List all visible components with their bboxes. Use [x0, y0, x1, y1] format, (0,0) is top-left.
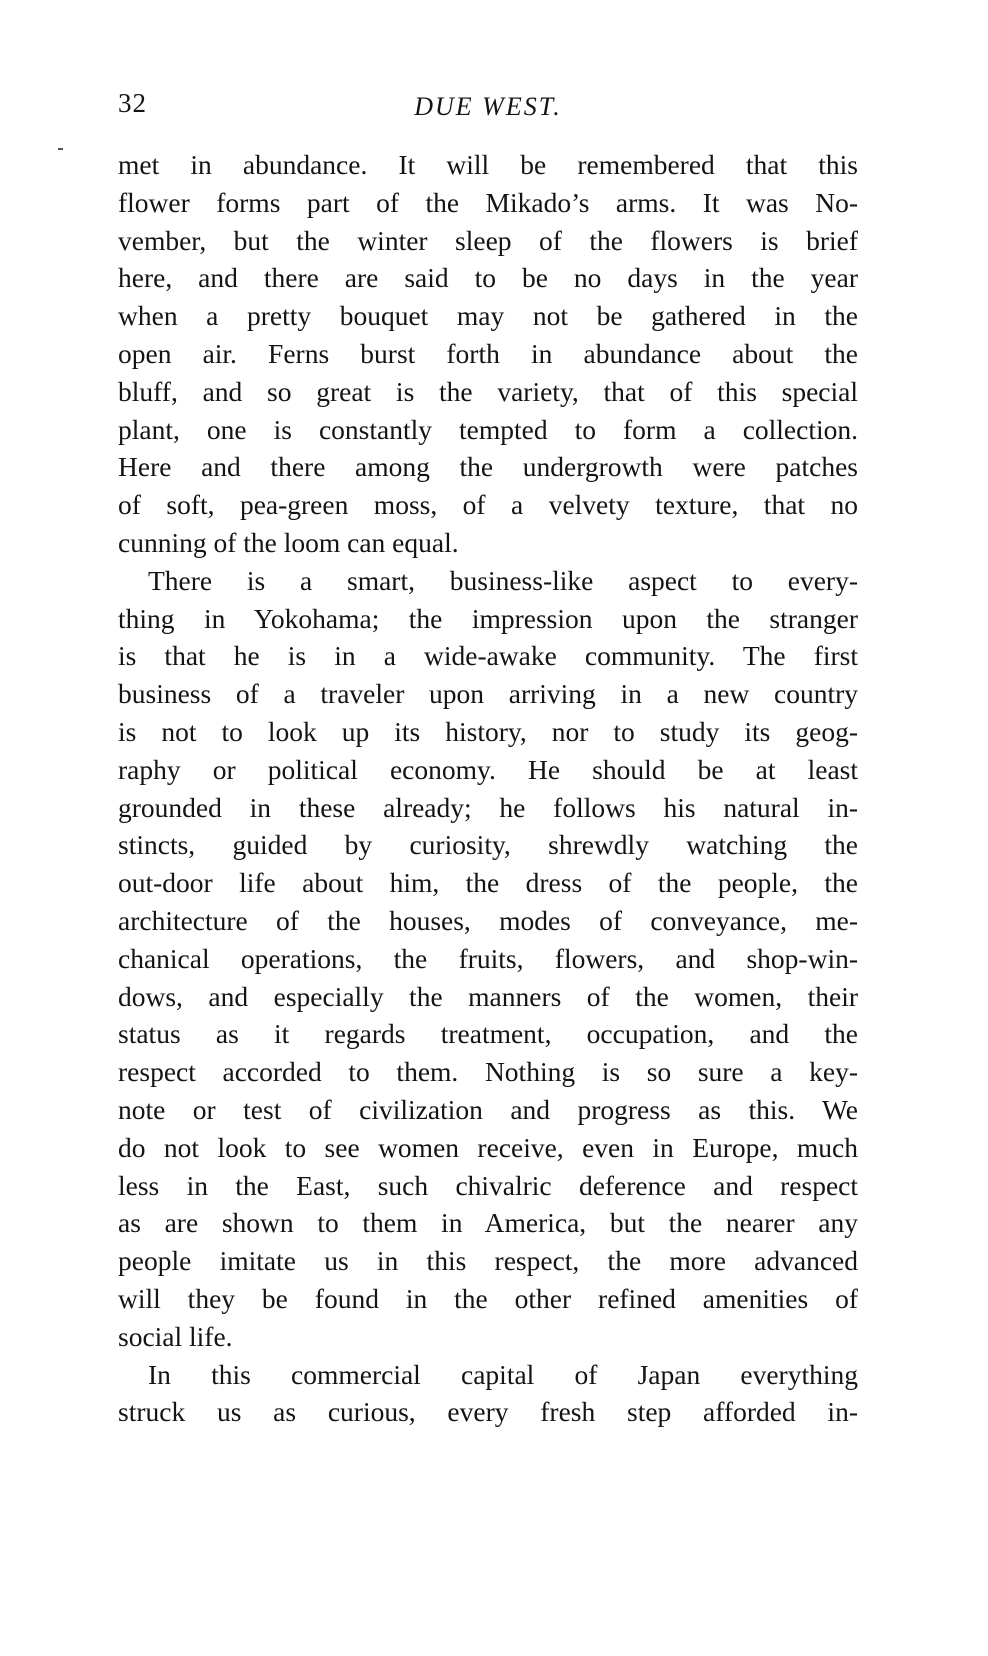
text-line: vember, but the winter sleep of the flowers is brief: [118, 224, 858, 256]
text-line: bluff, and so great is the variety, that of this special: [118, 375, 858, 407]
paragraph: [118, 146, 858, 562]
text-line: less in the East, such chivalric deference and respect: [118, 1169, 858, 1201]
text-line: is that he is in a wide-awake community. The first: [118, 640, 858, 672]
text-line: when a pretty bouquet may not be gathered in the: [118, 300, 858, 332]
body-text: [118, 146, 858, 1431]
text-line: do not look to see women receive, even in Europe, much: [118, 1131, 858, 1163]
margin-mark: [58, 148, 63, 150]
text-line: chanical operations, the fruits, flowers, and shop-win-: [118, 942, 858, 974]
text-line: plant, one is constantly tempted to form a collection.: [118, 413, 858, 445]
text-line: There is a smart, business-like aspect to every-: [148, 564, 858, 596]
text-line: out-door life about him, the dress of the people, the: [118, 867, 858, 899]
text-line: as are shown to them in America, but the nearer any: [118, 1207, 858, 1239]
text-line: dows, and especially the manners of the women, their: [118, 980, 858, 1012]
page-number: 32: [118, 88, 147, 118]
page-header: [118, 88, 858, 128]
text-line: thing in Yokohama; the impression upon the stranger: [118, 602, 858, 634]
text-line: people imitate us in this respect, the more advanced: [118, 1245, 858, 1277]
text-line: In this commercial capital of Japan everything: [148, 1358, 858, 1390]
paragraph: [118, 562, 858, 1356]
running-title: DUE WEST.: [414, 92, 562, 121]
text-line: status as it regards treatment, occupation, and the: [118, 1018, 858, 1050]
text-line: open air. Ferns burst forth in abundance about the: [118, 337, 858, 369]
text-line: stincts, guided by curiosity, shrewdly watching the: [118, 829, 858, 861]
text-line: cunning of the loom can equal.: [118, 526, 459, 558]
paragraph: [118, 1356, 858, 1432]
text-line: of soft, pea-green moss, of a velvety texture, that no: [118, 489, 858, 521]
text-line: met in abundance. It will be remembered that this: [118, 149, 858, 180]
text-line: note or test of civilization and progress as this. We: [118, 1093, 858, 1125]
text-line: respect accorded to them. Nothing is so sure a key-: [118, 1056, 858, 1088]
text-line: will they be found in the other refined amenities of: [118, 1282, 858, 1314]
text-line: architecture of the houses, modes of conveyance, me-: [118, 904, 858, 936]
text-line: is not to look up its history, nor to study its geog-: [118, 715, 858, 747]
text-line: social life.: [118, 1320, 233, 1352]
text-line: struck us as curious, every fresh step afforded in-: [118, 1396, 858, 1428]
text-line: Here and there among the undergrowth were patches: [118, 451, 858, 483]
text-line: business of a traveler upon arriving in a new country: [118, 678, 858, 710]
text-line: grounded in these already; he follows his natural in-: [118, 791, 858, 823]
text-line: raphy or political economy. He should be at least: [118, 753, 858, 785]
text-line: flower forms part of the Mikado’s arms. It was No-: [118, 186, 858, 218]
text-line: here, and there are said to be no days in the year: [118, 262, 858, 294]
